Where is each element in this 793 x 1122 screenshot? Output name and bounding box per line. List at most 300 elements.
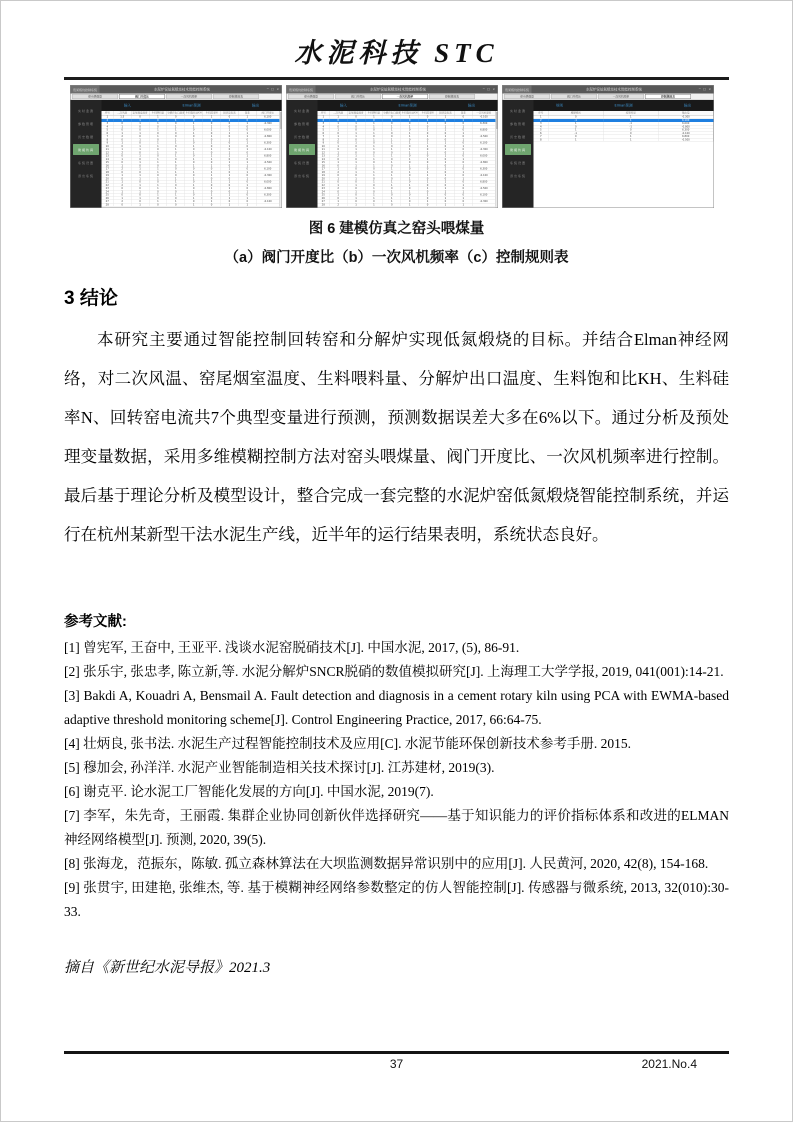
table-cell: 1 bbox=[401, 158, 419, 161]
table-cell: 0 bbox=[131, 135, 149, 138]
table-cell: 1 bbox=[131, 177, 149, 180]
table-cell: 21 bbox=[102, 181, 114, 184]
table-cell: 0 bbox=[221, 158, 239, 161]
table-cell: 22 bbox=[102, 184, 114, 187]
sidebar-item-历史数据[interactable]: 历史数据 bbox=[293, 135, 310, 139]
table-row[interactable] bbox=[318, 203, 496, 206]
table-cell: 1 bbox=[419, 194, 437, 197]
table-cell: 6.800 bbox=[257, 155, 280, 158]
tab-一次风机频率[interactable]: 一次风机频率 bbox=[382, 94, 428, 99]
table-cell: 0 bbox=[437, 138, 455, 141]
data-table bbox=[102, 111, 280, 208]
column-header: 生料硅率N bbox=[419, 111, 437, 115]
table-cell: 1 bbox=[221, 174, 239, 177]
table-cell: 1 bbox=[419, 119, 437, 122]
table-cell: 4 bbox=[318, 125, 330, 128]
table-cell: 1 bbox=[604, 119, 659, 122]
table-cell: 1 bbox=[131, 174, 149, 177]
table-cell: 1 bbox=[419, 122, 437, 125]
table-cell: 9 bbox=[102, 142, 114, 145]
table-cell: 1 bbox=[383, 197, 401, 200]
sidebar-item-实时监测[interactable]: 实时监测 bbox=[77, 109, 94, 113]
table-cell: 1 bbox=[365, 155, 383, 158]
app-window bbox=[286, 85, 498, 208]
window-body bbox=[71, 100, 282, 208]
group-header-label: Elman预测 bbox=[182, 103, 201, 108]
table-cell: 0 bbox=[203, 168, 221, 171]
table-cell: 1 bbox=[419, 171, 437, 174]
tab-阀门开度比[interactable]: 阀门开度比 bbox=[551, 94, 597, 99]
table-cell: 1 bbox=[401, 197, 419, 200]
table-cell: 0 bbox=[401, 119, 419, 122]
table-cell: 11 bbox=[102, 148, 114, 151]
table-cell: 0 bbox=[437, 119, 455, 122]
figure-caption-line1: 图 6 建模仿真之窑头喂煤量 bbox=[308, 221, 485, 237]
table-cell: 0 bbox=[149, 119, 167, 122]
close-icon[interactable]: × bbox=[708, 87, 711, 91]
reference-item: [3] Bakdi A, Kouadri A, Bensmail A. Fault detection and diagnosis in a cement rotary kiln using PCA with EWMA-based adaptive threshold monitoring scheme[J]. Control Engineering Practice, 2017, 66:64-75. bbox=[64, 688, 729, 727]
tab-控制规则表[interactable]: 控制规则表 bbox=[429, 94, 475, 99]
table-cell: 1 bbox=[549, 122, 604, 125]
sidebar-item-实时监测[interactable]: 实时监测 bbox=[293, 109, 310, 113]
scrollbar-thumb[interactable] bbox=[496, 112, 498, 129]
sidebar-item-建模仿真[interactable]: 建模仿真 bbox=[73, 144, 99, 155]
table-cell: 1 bbox=[455, 145, 473, 148]
table-cell: 0 bbox=[383, 164, 401, 167]
table-cell: 0 bbox=[455, 116, 473, 119]
table-cell: 0 bbox=[114, 194, 132, 197]
table-cell: 1 bbox=[131, 184, 149, 187]
table-cell: -0.500 bbox=[257, 161, 280, 164]
group-header-label: 输入 bbox=[124, 103, 131, 108]
table-cell: 10 bbox=[102, 145, 114, 148]
minimize-icon[interactable]: ─ bbox=[698, 87, 701, 91]
journal-title: 水泥科技 STC bbox=[294, 38, 499, 68]
table-cell: 16 bbox=[102, 164, 114, 167]
table-cell: 1 bbox=[149, 168, 167, 171]
table-cell: 8 bbox=[102, 138, 114, 141]
table-cell: 1 bbox=[437, 116, 455, 119]
source-note: 摘自《新世纪水泥导报》2021.3 bbox=[64, 960, 271, 976]
table-cell: 0 bbox=[149, 197, 167, 200]
tab-窑头喂煤量[interactable]: 窑头喂煤量 bbox=[504, 94, 550, 99]
table-cell: 1 bbox=[114, 125, 132, 128]
table-cell: 0 bbox=[365, 161, 383, 164]
table-cell: 1 bbox=[203, 158, 221, 161]
tab-一次风机频率[interactable]: 一次风机频率 bbox=[598, 94, 644, 99]
table-cell: 0 bbox=[167, 164, 185, 167]
section-heading: 3 结论 bbox=[64, 288, 118, 309]
table-cell: 1 bbox=[365, 164, 383, 167]
table-cell: 24 bbox=[318, 190, 330, 193]
tab-阀门开度比[interactable]: 阀门开度比 bbox=[119, 94, 165, 99]
table-cell: 0 bbox=[221, 116, 239, 119]
table-cell: 1 bbox=[221, 197, 239, 200]
sidebar-item-参数管理[interactable]: 参数管理 bbox=[293, 122, 310, 126]
table-cell: 7 bbox=[534, 135, 549, 138]
column-header: 生料喂料量 bbox=[149, 111, 167, 115]
table-cell: 1 bbox=[330, 129, 348, 132]
table-cell: 1 bbox=[455, 177, 473, 180]
sidebar-item-系统设置[interactable]: 系统设置 bbox=[293, 161, 310, 165]
table-cell: 0 bbox=[114, 122, 132, 125]
table-cell: 0 bbox=[347, 138, 365, 141]
table-cell: 4 bbox=[102, 125, 114, 128]
table-cell: 1 bbox=[131, 203, 149, 206]
table-cell: 14 bbox=[102, 158, 114, 161]
window-app-label: 低氮煅烧控制系统 bbox=[503, 86, 532, 94]
table-cell: 1 bbox=[239, 177, 257, 180]
table-cell: 1 bbox=[455, 164, 473, 167]
close-icon[interactable]: × bbox=[276, 87, 279, 91]
table-cell: 1 bbox=[383, 174, 401, 177]
table-cell: 1 bbox=[347, 197, 365, 200]
table-cell: 1 bbox=[203, 164, 221, 167]
table-cell: 0 bbox=[347, 181, 365, 184]
table-cell: 0 bbox=[131, 158, 149, 161]
table-cell: 0 bbox=[383, 116, 401, 119]
table-cell: 1 bbox=[149, 145, 167, 148]
table-cell bbox=[473, 203, 496, 206]
table-cell: 1 bbox=[330, 194, 348, 197]
table-cell: 0 bbox=[419, 184, 437, 187]
table-cell: 1 bbox=[365, 203, 383, 206]
table-cell: 0 bbox=[401, 122, 419, 125]
table-cell: 2 bbox=[534, 119, 549, 122]
table-cell: 0 bbox=[347, 174, 365, 177]
table-cell: 0 bbox=[239, 151, 257, 154]
table-cell: 1 bbox=[383, 155, 401, 158]
table-cell: 25 bbox=[102, 194, 114, 197]
group-header-label: 输出 bbox=[683, 103, 691, 108]
table-cell: 2 bbox=[330, 155, 348, 158]
table-cell: 1 bbox=[401, 164, 419, 167]
table-cell: 0 bbox=[131, 171, 149, 174]
table-cell: 1 bbox=[131, 197, 149, 200]
table-cell: -0.100 bbox=[257, 148, 280, 151]
window-scale-wrapper bbox=[70, 85, 282, 208]
table-cell: 1 bbox=[221, 187, 239, 190]
figure-window-a bbox=[70, 85, 282, 208]
table-cell: 0 bbox=[401, 174, 419, 177]
table-cell: 0 bbox=[347, 187, 365, 190]
table-cell: 0 bbox=[149, 190, 167, 193]
minimize-icon[interactable]: ─ bbox=[266, 87, 269, 91]
table-cell: 1 bbox=[149, 151, 167, 154]
column-header: 模糊规则 bbox=[549, 111, 604, 115]
table-cell: 1 bbox=[347, 184, 365, 187]
tab-窑头喂煤量[interactable]: 窑头喂煤量 bbox=[288, 94, 334, 99]
table-cell: 0 bbox=[167, 203, 185, 206]
table-cell: 1 bbox=[330, 145, 348, 148]
table-cell: 1 bbox=[221, 203, 239, 206]
table-cell: 0 bbox=[401, 187, 419, 190]
table-cell: 0 bbox=[419, 138, 437, 141]
table-cell: 1 bbox=[318, 116, 330, 119]
table-cell: 1 bbox=[149, 200, 167, 203]
table-cell: 0 bbox=[437, 177, 455, 180]
sidebar-item-建模仿真[interactable]: 建模仿真 bbox=[289, 144, 315, 155]
table-cell: 1 bbox=[185, 197, 203, 200]
table-cell: 0 bbox=[330, 190, 348, 193]
table-cell: 0 bbox=[419, 132, 437, 135]
table-cell: -0.500 bbox=[473, 187, 496, 190]
table-cell: 1 bbox=[114, 132, 132, 135]
table-cell: 19 bbox=[102, 174, 114, 177]
table-cell: 0 bbox=[203, 138, 221, 141]
table-cell: 0 bbox=[167, 135, 185, 138]
table-wrap bbox=[102, 111, 282, 208]
table-cell: 0 bbox=[401, 129, 419, 132]
column-header: 阀门开度比 bbox=[257, 111, 280, 115]
table-cell: 1 bbox=[131, 138, 149, 141]
sidebar-item-退出系统[interactable]: 退出系统 bbox=[77, 174, 94, 178]
window-scale-wrapper bbox=[502, 85, 714, 208]
table-cell: 1 bbox=[419, 200, 437, 203]
maximize-icon[interactable]: □ bbox=[271, 87, 274, 91]
table-cell: 6.800 bbox=[473, 129, 496, 132]
sidebar-item-实时监测[interactable]: 实时监测 bbox=[509, 109, 526, 113]
table-cell: -0.100 bbox=[473, 174, 496, 177]
table-cell: 0 bbox=[239, 194, 257, 197]
table-cell: 1 bbox=[185, 132, 203, 135]
tab-窑头喂煤量[interactable]: 窑头喂煤量 bbox=[72, 94, 118, 99]
table-cell: 0 bbox=[203, 151, 221, 154]
reference-item: [1] 曾宪军, 王奋中, 王亚平. 浅谈水泥窑脱硝技术[J]. 中国水泥, 2017, (5), 86-91. bbox=[64, 640, 520, 655]
table-cell: 1 bbox=[347, 155, 365, 158]
window-sidebar bbox=[503, 100, 534, 208]
close-icon[interactable]: × bbox=[492, 87, 495, 91]
table-cell: 0 bbox=[239, 187, 257, 190]
table-scrollbar[interactable] bbox=[496, 111, 498, 208]
group-header-label: Elman预测 bbox=[614, 103, 633, 108]
table-cell: 6.800 bbox=[659, 135, 714, 138]
table-cell: 1 bbox=[221, 155, 239, 158]
table-cell: 0 bbox=[167, 132, 185, 135]
table-cell: 1.5 bbox=[114, 116, 132, 119]
sidebar-item-参数管理[interactable]: 参数管理 bbox=[77, 122, 94, 126]
sidebar-item-历史数据[interactable]: 历史数据 bbox=[509, 135, 526, 139]
table-cell: 1 bbox=[347, 132, 365, 135]
table-cell: 0 bbox=[365, 151, 383, 154]
table-cell: 13 bbox=[102, 155, 114, 158]
table-cell: 1 bbox=[131, 155, 149, 158]
scrollbar-thumb[interactable] bbox=[280, 112, 282, 129]
table-cell: -0.800 bbox=[257, 187, 280, 190]
table-row[interactable] bbox=[534, 138, 714, 141]
table-cell: 1 bbox=[401, 132, 419, 135]
table-cell: 0 bbox=[185, 194, 203, 197]
table-cell: -0.300 bbox=[473, 148, 496, 151]
table-cell: 0 bbox=[149, 132, 167, 135]
table-cell: 1 bbox=[131, 190, 149, 193]
reference-item: [9] 张贯宇, 田建艳, 张维杰, 等. 基于模糊神经网络参数整定的仿人智能控制[J]. 传感器与微系统, 2013, 32(010):30-33. bbox=[64, 880, 729, 919]
table-cell: 0 bbox=[455, 129, 473, 132]
table-cell: 11 bbox=[318, 148, 330, 151]
table-cell: 0 bbox=[383, 132, 401, 135]
table-cell: 12 bbox=[318, 151, 330, 154]
table-cell: 0 bbox=[401, 181, 419, 184]
table-cell: 0 bbox=[437, 171, 455, 174]
table-cell: 1 bbox=[455, 190, 473, 193]
figure-row bbox=[64, 85, 729, 208]
table-cell: 17 bbox=[318, 168, 330, 171]
table-cell: 1 bbox=[455, 151, 473, 154]
table-cell: 0 bbox=[401, 168, 419, 171]
table-cell: 6.000 bbox=[257, 129, 280, 132]
table-cell: 6.800 bbox=[473, 181, 496, 184]
table-cell: 1 bbox=[149, 187, 167, 190]
tab-一次风机频率[interactable]: 一次风机频率 bbox=[166, 94, 212, 99]
table-cell: 0 bbox=[383, 145, 401, 148]
table-cell: 1 bbox=[114, 158, 132, 161]
table-cell: 0 bbox=[455, 187, 473, 190]
table-cell: 0 bbox=[114, 203, 132, 206]
table-cell: 0 bbox=[185, 119, 203, 122]
table-cell: 0 bbox=[131, 142, 149, 145]
table-cell: 0 bbox=[114, 161, 132, 164]
table-cell: 1 bbox=[419, 187, 437, 190]
table-cell: 1 bbox=[221, 132, 239, 135]
minimize-icon[interactable]: ─ bbox=[482, 87, 485, 91]
table-cell: 0 bbox=[203, 132, 221, 135]
maximize-icon[interactable]: □ bbox=[703, 87, 706, 91]
table-cell: 0 bbox=[185, 116, 203, 119]
table-cell: 1 bbox=[221, 129, 239, 132]
table-cell: 0 bbox=[167, 145, 185, 148]
maximize-icon[interactable]: □ bbox=[487, 87, 490, 91]
table-cell: 0 bbox=[114, 171, 132, 174]
sidebar-item-退出系统[interactable]: 退出系统 bbox=[293, 174, 310, 178]
table-cell: 1 bbox=[365, 171, 383, 174]
sidebar-item-系统设置[interactable]: 系统设置 bbox=[77, 161, 94, 165]
table-cell: 0 bbox=[239, 129, 257, 132]
table-cell: 1 bbox=[383, 181, 401, 184]
table-cell: 0 bbox=[455, 200, 473, 203]
table-cell: 1 bbox=[239, 155, 257, 158]
sidebar-item-参数管理[interactable]: 参数管理 bbox=[509, 122, 526, 126]
data-table bbox=[534, 111, 714, 208]
sidebar-item-建模仿真[interactable]: 建模仿真 bbox=[505, 144, 531, 155]
sidebar-item-系统设置[interactable]: 系统设置 bbox=[509, 161, 526, 165]
table-cell: 1 bbox=[419, 145, 437, 148]
tab-控制规则表[interactable]: 控制规则表 bbox=[645, 94, 691, 99]
table-cell: 1 bbox=[185, 138, 203, 141]
references-heading: 参考文献: bbox=[64, 614, 127, 630]
table-cell: 0 bbox=[419, 161, 437, 164]
table-cell: 16 bbox=[318, 164, 330, 167]
table-cell: 0 bbox=[383, 177, 401, 180]
table-cell: 1 bbox=[239, 132, 257, 135]
table-cell: 0 bbox=[419, 177, 437, 180]
table-cell: 1 bbox=[604, 138, 659, 141]
figure-window-c bbox=[502, 85, 714, 208]
table-cell: 0 bbox=[330, 164, 348, 167]
table-cell: 0 bbox=[114, 155, 132, 158]
table-cell: 0 bbox=[131, 129, 149, 132]
table-cell: 1 bbox=[455, 119, 473, 122]
table-cell: 0 bbox=[549, 116, 604, 119]
window-app-label: 低氮煅烧控制系统 bbox=[71, 86, 100, 94]
column-header: 一次风机频率 bbox=[473, 111, 496, 115]
table-cell: 1 bbox=[239, 122, 257, 125]
group-header-label: 规则 bbox=[556, 103, 563, 108]
table-cell: 0 bbox=[167, 168, 185, 171]
table-cell: -1 bbox=[549, 119, 604, 122]
tab-阀门开度比[interactable]: 阀门开度比 bbox=[335, 94, 381, 99]
table-cell: 21 bbox=[318, 181, 330, 184]
table-cell: 1 bbox=[401, 190, 419, 193]
table-cell: 0 bbox=[437, 132, 455, 135]
table-cell: 1 bbox=[365, 138, 383, 141]
table-cell: 0 bbox=[455, 148, 473, 151]
table-cell: 1 bbox=[365, 145, 383, 148]
table-cell: 1 bbox=[604, 116, 659, 119]
table-cell: 0 bbox=[221, 125, 239, 128]
table-cell: 2 bbox=[330, 138, 348, 141]
table-cell: 1 bbox=[185, 190, 203, 193]
table-cell: 1 bbox=[534, 116, 549, 119]
table-cell: 13 bbox=[318, 155, 330, 158]
sidebar-item-退出系统[interactable]: 退出系统 bbox=[509, 174, 526, 178]
table-cell: 1 bbox=[203, 116, 221, 119]
group-header-label: 输出 bbox=[251, 103, 259, 108]
table-cell: 0 bbox=[365, 129, 383, 132]
table-cell: 0 bbox=[347, 129, 365, 132]
table-cell: 0 bbox=[167, 190, 185, 193]
column-header: 误差 bbox=[455, 111, 473, 115]
table-cell: 0 bbox=[149, 174, 167, 177]
table-cell: 0 bbox=[419, 148, 437, 151]
table-cell: 0 bbox=[383, 194, 401, 197]
table-cell: 1 bbox=[149, 122, 167, 125]
table-cell: 1 bbox=[437, 148, 455, 151]
table-cell: 9 bbox=[318, 142, 330, 145]
table-cell: 25 bbox=[318, 194, 330, 197]
table-cell: 1 bbox=[203, 181, 221, 184]
table-cell: 1 bbox=[167, 148, 185, 151]
table-cell: -0.800 bbox=[659, 125, 714, 128]
table-cell: 1 bbox=[401, 184, 419, 187]
table-cell: 0 bbox=[114, 187, 132, 190]
table-wrap bbox=[318, 111, 498, 208]
table-cell: 0 bbox=[330, 158, 348, 161]
tab-控制规则表[interactable]: 控制规则表 bbox=[213, 94, 259, 99]
table-cell: 1 bbox=[203, 187, 221, 190]
table-cell: -1 bbox=[604, 122, 659, 125]
table-cell: 0 bbox=[131, 151, 149, 154]
table-cell: 0 bbox=[185, 142, 203, 145]
column-header: 回转窑电流 bbox=[437, 111, 455, 115]
table-cell: 0 bbox=[365, 184, 383, 187]
table-cell: 1 bbox=[203, 125, 221, 128]
table-cell: 0 bbox=[239, 200, 257, 203]
table-cell: 0 bbox=[185, 200, 203, 203]
table-cell: 8 bbox=[318, 138, 330, 141]
table-cell: 1 bbox=[149, 129, 167, 132]
sidebar-item-历史数据[interactable]: 历史数据 bbox=[77, 135, 94, 139]
table-row[interactable] bbox=[102, 203, 280, 206]
table-cell: 1 bbox=[365, 158, 383, 161]
reference-item: [4] 壮炳良, 张书法. 水泥生产过程智能控制技术及应用[C]. 水泥节能环保创新技术参考手册. 2015. bbox=[64, 736, 631, 751]
table-scrollbar[interactable] bbox=[280, 111, 282, 208]
window-controls bbox=[696, 88, 713, 91]
table-cell: 1 bbox=[419, 142, 437, 145]
window-body bbox=[503, 100, 714, 208]
table-cell: 1 bbox=[401, 116, 419, 119]
table-cell: 1 bbox=[455, 197, 473, 200]
table-cell: 0 bbox=[549, 125, 604, 128]
